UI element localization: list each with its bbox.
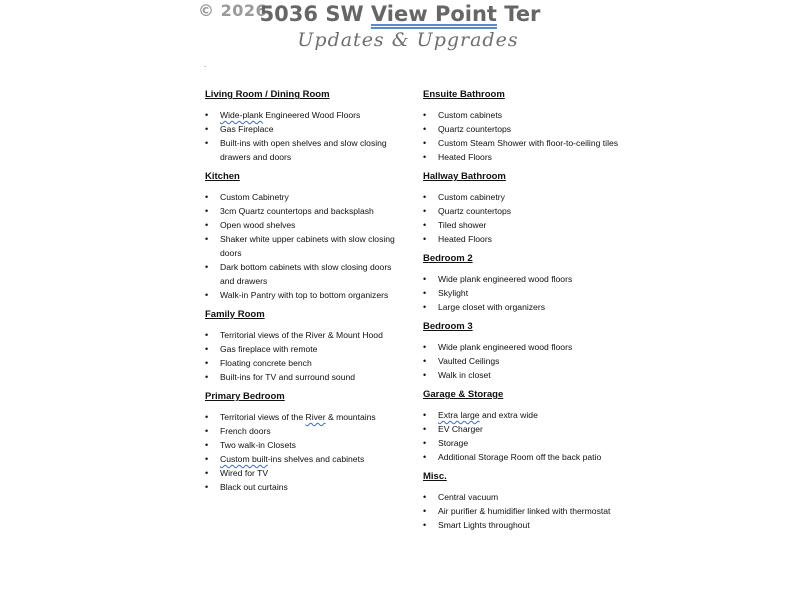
feature-text: Wide plank engineered wood floors — [438, 342, 573, 352]
feature-text: French doors — [220, 426, 271, 436]
feature-item — [205, 370, 405, 384]
feature-text: Heated Floors — [438, 234, 492, 244]
feature-item — [205, 108, 405, 122]
proofing-marked-text: Custom built — [220, 454, 268, 464]
feature-list — [423, 108, 623, 164]
feature-item — [205, 122, 405, 136]
feature-text: Open wood shelves — [220, 220, 296, 230]
feature-list — [205, 410, 405, 494]
section-heading: Bedroom 3 — [423, 321, 473, 332]
room-section — [423, 252, 623, 314]
page-title — [0, 2, 800, 26]
room-section — [423, 88, 623, 164]
feature-item — [205, 452, 405, 466]
page-subtitle: Updates & Upgrades — [297, 29, 519, 51]
feature-text: Smart Lights throughout — [438, 520, 530, 530]
room-section — [205, 88, 405, 164]
feature-item — [423, 368, 623, 382]
feature-item — [423, 340, 623, 354]
feature-item — [423, 490, 623, 504]
feature-text: Custom cabinets — [438, 110, 503, 120]
feature-item — [423, 450, 623, 464]
feature-item — [423, 300, 623, 314]
feature-item — [423, 286, 623, 300]
feature-text: & mountains — [325, 412, 376, 422]
feature-text: Tiled shower — [438, 220, 487, 230]
feature-item — [423, 354, 623, 368]
feature-text: Additional Storage Room off the back patio — [438, 452, 602, 462]
feature-text: Quartz countertops — [438, 124, 512, 134]
right-column — [423, 88, 623, 538]
title-suffix: Ter — [496, 2, 541, 26]
feature-item — [205, 260, 405, 288]
feature-item — [205, 328, 405, 342]
feature-text: Quartz countertops — [438, 206, 512, 216]
left-column — [205, 88, 405, 500]
feature-list — [205, 328, 405, 384]
feature-list — [423, 340, 623, 382]
feature-text: Walk in closet — [438, 370, 491, 380]
room-section — [423, 320, 623, 382]
feature-item — [205, 204, 405, 218]
feature-text: Gas fireplace with remote — [220, 344, 318, 354]
section-heading: Living Room / Dining Room — [205, 89, 330, 100]
section-heading: Primary Bedroom — [205, 391, 285, 402]
feature-text: Heated Floors — [438, 152, 492, 162]
feature-item — [423, 122, 623, 136]
feature-text: Custom Cabinetry — [220, 192, 289, 202]
section-heading: Kitchen — [205, 171, 240, 182]
room-section — [205, 390, 405, 494]
feature-item — [205, 480, 405, 494]
proofing-marked-text: Extra large — [438, 410, 480, 420]
feature-list — [205, 190, 405, 302]
feature-text: -ins shelves and cabinets — [267, 454, 365, 464]
stray-dot: . — [204, 60, 207, 69]
title-street-name: View Point — [370, 2, 497, 26]
feature-item — [205, 232, 405, 260]
feature-item — [423, 150, 623, 164]
feature-text: Custom cabinetry — [438, 192, 505, 202]
feature-text: Two walk-in Closets — [220, 440, 296, 450]
feature-list — [205, 108, 405, 164]
feature-text: 3cm Quartz countertops and backsplash — [220, 206, 374, 216]
feature-text: Custom Steam Shower with floor-to-ceiling tiles — [438, 138, 619, 148]
section-heading: Family Room — [205, 309, 265, 320]
feature-list — [423, 272, 623, 314]
feature-text: Gas Fireplace — [220, 124, 274, 134]
feature-item — [205, 288, 405, 302]
proofing-marked-text: River — [305, 412, 326, 422]
feature-text: EV Charger — [438, 424, 483, 434]
feature-item — [423, 136, 623, 150]
feature-item — [205, 438, 405, 452]
feature-item — [423, 504, 623, 518]
feature-text: Walk-in Pantry with top to bottom organizers — [220, 290, 389, 300]
feature-item — [205, 218, 405, 232]
feature-text: Large closet with organizers — [438, 302, 545, 312]
section-heading: Bedroom 2 — [423, 253, 473, 264]
section-heading: Misc. — [423, 471, 447, 482]
feature-text: Shaker white upper cabinets with slow closing doors — [220, 234, 395, 258]
feature-list — [423, 408, 623, 464]
feature-text: Wide plank engineered wood floors — [438, 274, 573, 284]
feature-item — [205, 410, 405, 424]
feature-text: and extra wide — [479, 410, 538, 420]
feature-item — [205, 356, 405, 370]
feature-item — [205, 342, 405, 356]
feature-text: Wired for TV — [220, 468, 269, 478]
feature-item — [205, 466, 405, 480]
feature-text: Floating concrete bench — [220, 358, 312, 368]
copyright-notice: © 2026 — [198, 1, 268, 20]
room-section — [205, 308, 405, 384]
section-heading: Ensuite Bathroom — [423, 89, 505, 100]
feature-text: Vaulted Ceilings — [438, 356, 500, 366]
room-section — [423, 388, 623, 464]
feature-item — [423, 518, 623, 532]
room-section — [423, 170, 623, 246]
feature-text: Central vacuum — [438, 492, 499, 502]
feature-item — [205, 424, 405, 438]
feature-item — [423, 108, 623, 122]
feature-text: Built-ins with open shelves and slow closing drawers and doors — [220, 138, 387, 162]
proofing-marked-text: Wide-plank — [220, 110, 263, 120]
room-section — [423, 470, 623, 532]
feature-item — [423, 232, 623, 246]
feature-text: Engineered Wood Floors — [263, 110, 361, 120]
section-heading: Hallway Bathroom — [423, 171, 506, 182]
feature-text: Territorial views of the — [220, 412, 306, 422]
feature-item — [205, 136, 405, 164]
feature-list — [423, 190, 623, 246]
feature-text: Black out curtains — [220, 482, 288, 492]
feature-item — [423, 408, 623, 422]
feature-text: Dark bottom cabinets with slow closing doors and drawers — [220, 262, 392, 286]
feature-item — [423, 218, 623, 232]
feature-list — [423, 490, 623, 532]
feature-text: Skylight — [438, 288, 469, 298]
section-heading: Garage & Storage — [423, 389, 504, 400]
feature-item — [205, 190, 405, 204]
feature-item — [423, 190, 623, 204]
feature-text: Storage — [438, 438, 469, 448]
feature-text: Built-ins for TV and surround sound — [220, 372, 356, 382]
feature-item — [423, 204, 623, 218]
feature-item — [423, 422, 623, 436]
feature-text: Air purifier & humidifier linked with thermostat — [438, 506, 611, 516]
feature-text: Territorial views of the River & Mount Hood — [220, 330, 383, 340]
title-prefix: 5036 SW — [259, 2, 371, 26]
feature-item — [423, 436, 623, 450]
feature-item — [423, 272, 623, 286]
room-section — [205, 170, 405, 302]
